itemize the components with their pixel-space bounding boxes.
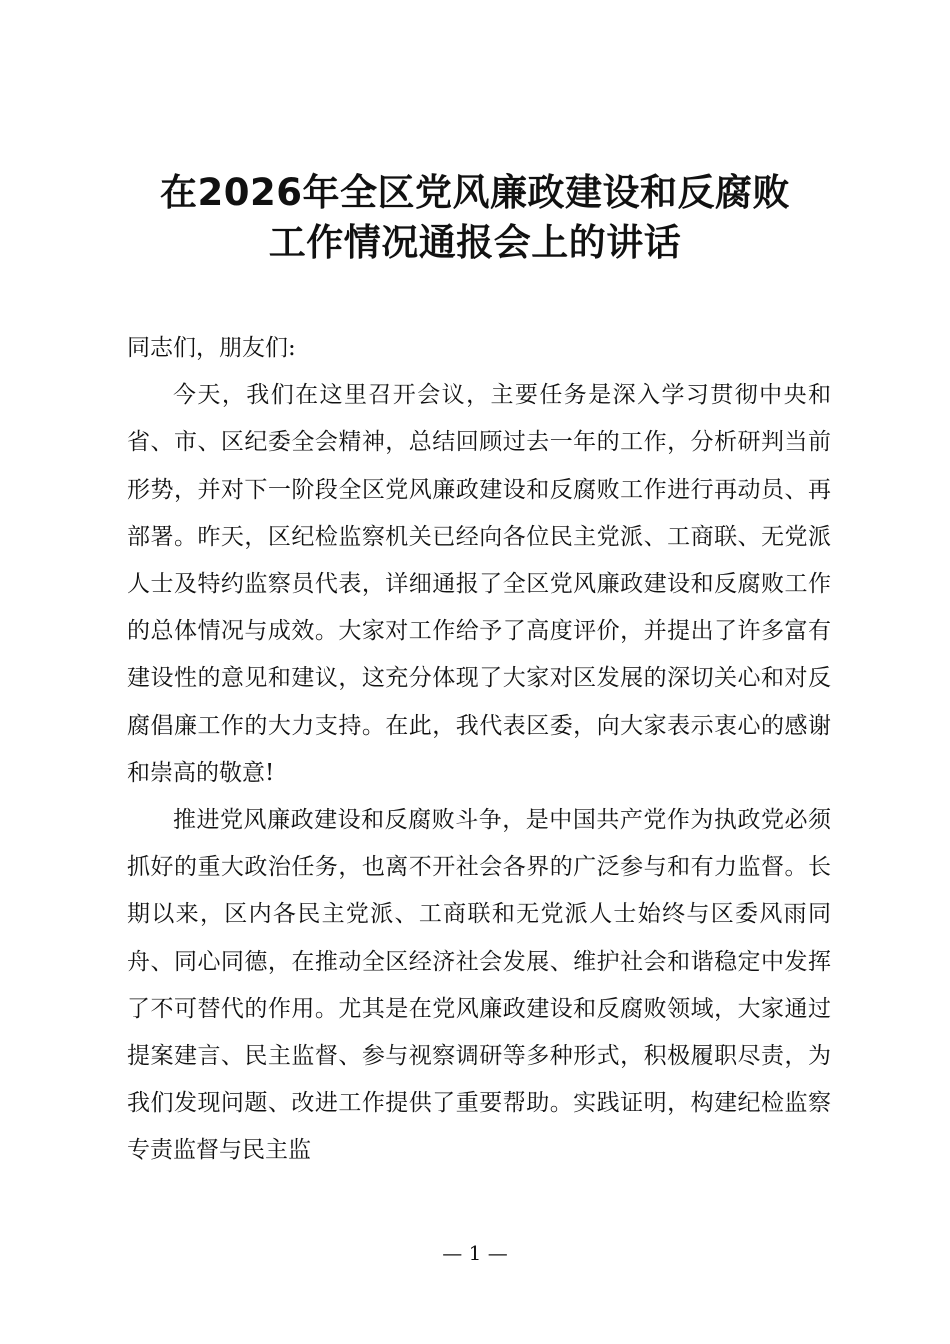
document-body — [127, 325, 831, 1175]
document-title — [0, 168, 950, 268]
page-number: — 1 — — [442, 1241, 508, 1265]
title-line-2: 工作情况通报会上的讲话 — [268, 221, 682, 264]
paragraph-1: 今天，我们在这里召开会议，主要任务是深入学习贯彻中央和省、市、区纪委全会精神，总结回顾过去一年的工作，分析研判当前形势，并对下一阶段全区党风廉政建设和反腐败工作进行再动员、再部署。昨天，区纪检监察机关已经向各位民主党派、工商联、无党派人士及特约监察员代表，详细通报了全区党风廉政建设和反腐败工作的总体情况与成效。大家对工作给予了高度评价，并提出了许多富有建设性的意见和建议，这充分体现了大家对区发展的深切关心和对反腐倡廉工作的大力支持。在此，我代表区委，向大家表示衷心的感谢和崇高的敬意! — [127, 382, 831, 786]
paragraph-2: 推进党风廉政建设和反腐败斗争，是中国共产党作为执政党必须抓好的重大政治任务，也离不开社会各界的广泛参与和有力监督。长期以来，区内各民主党派、工商联和无党派人士始终与区委风雨同舟、同心同德，在推动全区经济社会发展、维护社会和谐稳定中发挥了不可替代的作用。尤其是在党风廉政建设和反腐败领域，大家通过提案建言、民主监督、参与视察调研等多种形式，积极履职尽责，为我们发现问题、改进工作提供了重要帮助。实践证明，构建纪检监察专责监督与民主监 — [127, 807, 831, 1164]
title-line-1: 在2026年全区党风廉政建设和反腐败 — [160, 171, 790, 214]
salutation: 同志们，朋友们: — [127, 335, 296, 361]
